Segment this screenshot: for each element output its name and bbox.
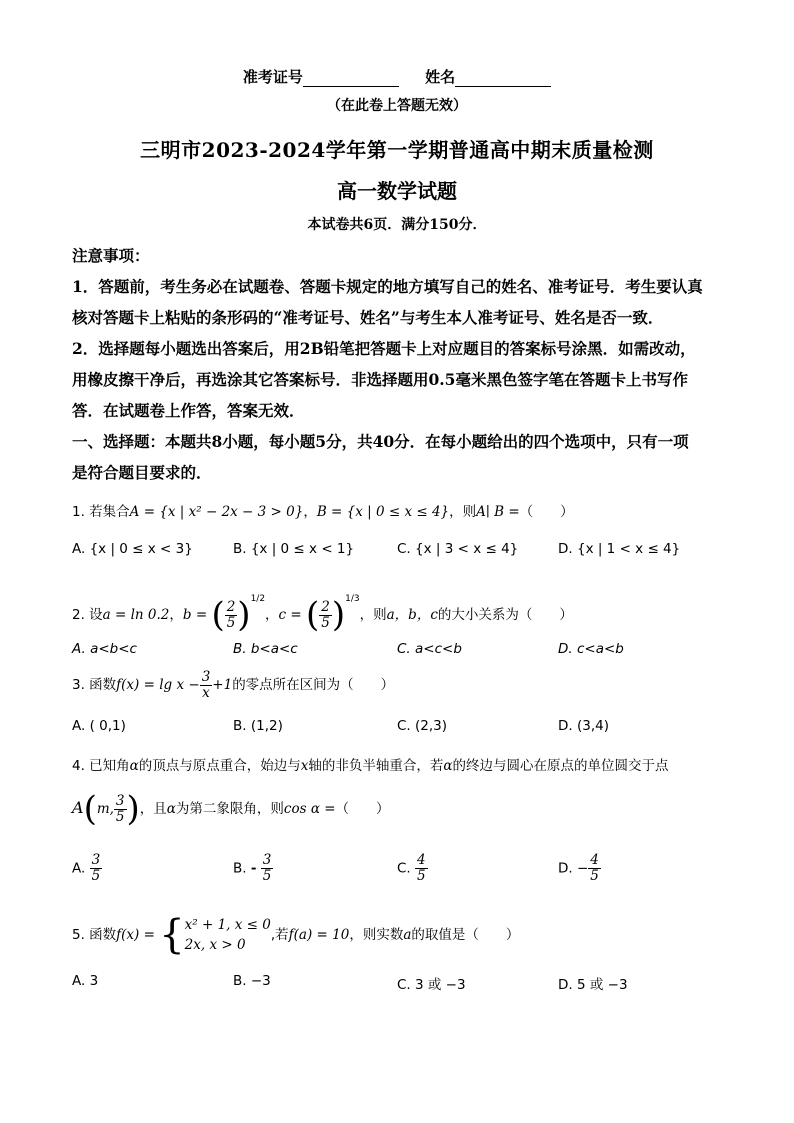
candidate-info-line: [0, 66, 794, 87]
q5-a: a: [403, 927, 412, 943]
q5-option-c[interactable]: C. 3 或 −3: [397, 977, 466, 993]
q4-paren: （ ）: [335, 801, 390, 817]
q4-cos: cos α =: [283, 801, 336, 817]
q1-set-b: B = {x | 0 ≤ x ≤ 4}: [316, 504, 450, 520]
q5-option-d[interactable]: D. 5 或 −3: [558, 977, 628, 993]
q4-text-f: 为第二象限角，则: [175, 801, 284, 817]
instruction-2-line-2: 用橡皮擦干净后，再选涂其它答案标号．非选择题用0.5毫米黑色签字笔在答题卡上书写作: [72, 370, 688, 389]
q5-case-2: 2x, x > 0: [184, 937, 246, 953]
name-label: 姓名: [425, 68, 456, 86]
q2-c-lhs: c =: [278, 607, 302, 623]
section-1-line-2: 是符合题目要求的．: [72, 463, 212, 482]
q5-cond: f(a) = 10: [288, 927, 350, 943]
q2-b-lhs: b =: [182, 607, 208, 623]
q2-c-exp: 1/3: [345, 594, 360, 604]
q4-point-m: m,: [96, 801, 114, 817]
name-blank[interactable]: [455, 70, 551, 87]
q4-text-d: 的终边与圆心在原点的单位圆交于点: [452, 758, 669, 774]
q5-piecewise: { x² + 1, x ≤ 0 2x, x > 0: [159, 912, 271, 958]
q5-stem-b: ,若: [270, 927, 289, 943]
q4-option-c[interactable]: C. $\frac{4}{5}$: [397, 852, 426, 884]
q4-point-frac: $\frac{3}{5}$: [115, 792, 125, 825]
q3-f-rhs: +1: [212, 677, 233, 693]
q3-f-lhs: f(x) = lg x −: [116, 677, 200, 693]
q2-b-frac: $\frac{2}{5}$: [226, 598, 236, 631]
q4-alpha-3: α: [166, 801, 176, 817]
exam-number-blank[interactable]: [303, 70, 399, 87]
q4-option-d[interactable]: D. − $\frac{4}{5}$: [558, 852, 599, 884]
q5-f-lhs: f(x) =: [116, 927, 155, 943]
instruction-2-line-3: 答．在试题卷上作答，答案无效．: [72, 401, 305, 420]
q4-alpha-2: α: [443, 758, 453, 774]
q4-option-b[interactable]: B. - $\frac{3}{5}$: [233, 852, 272, 884]
q4-option-a[interactable]: A. $\frac{3}{5}$: [72, 852, 101, 884]
instruction-1-line-2: 核对答题卡上粘贴的条形码的“准考证号、姓名”与考生本人准考证号、姓名是否一致．: [72, 308, 664, 327]
q4-x: x: [300, 758, 309, 774]
q4-point-a: A: [72, 798, 84, 817]
q4-text-a: 4. 已知角: [72, 758, 130, 774]
exam-title: 三明市2023-2024学年第一学期普通高中期末质量检测: [140, 138, 654, 162]
q4-text-c: 轴的非负半轴重合，若: [308, 758, 444, 774]
q2-option-d[interactable]: D. c<a<b: [558, 641, 624, 657]
q4-text-b: 的顶点与原点重合，始边与: [138, 758, 301, 774]
instruction-1-line-1: 1．答题前，考生务必在试题卷、答题卡规定的地方填写自己的姓名、准考证号．考生要认真: [72, 277, 703, 296]
question-1: [72, 500, 732, 520]
question-5: [72, 912, 732, 958]
question-4-line-2: A(m, $\frac{3}{5}$ )，且α为第二象限角，则cos α =（ ）: [72, 789, 390, 829]
q2-stem-c: 的大小关系为（ ）: [437, 607, 573, 623]
q1-option-d[interactable]: D. {x | 1 < x ≤ 4}: [558, 541, 681, 557]
q5-option-b[interactable]: B. −3: [233, 973, 271, 989]
q2-comma-1: ，: [169, 607, 183, 623]
q2-vars: a，b，c: [386, 607, 438, 623]
q1-stem: 1. 若集合: [72, 504, 130, 520]
q1-option-a[interactable]: A. {x | 0 ≤ x < 3}: [72, 541, 193, 557]
q4-alpha-1: α: [129, 758, 139, 774]
question-2: 2. 设a = ln 0.2，b = ( $\frac{2}{5}$ )$^{1/2}$，c = ( $\frac{2}{5}$ )$^{1/3}$，则a，b，c的大小关系为（ ）: [72, 594, 573, 635]
q2-stem: 2. 设: [72, 607, 103, 623]
q2-option-b[interactable]: B. b<a<c: [233, 641, 298, 657]
q3-option-c[interactable]: C. (2,3): [397, 718, 448, 734]
q2-a-def: a = ln 0.2: [102, 607, 170, 623]
q1-option-b[interactable]: B. {x | 0 ≤ x < 1}: [233, 541, 355, 557]
q3-frac: $\frac{3}{x}$: [201, 668, 211, 701]
q2-option-c[interactable]: C. a<c<b: [397, 641, 462, 657]
q2-stem-b: ，则: [359, 607, 387, 623]
q1-paren: （ ）: [519, 504, 574, 520]
q2-comma-2: ，: [265, 607, 279, 623]
q3-stem: 3. 函数: [72, 677, 117, 693]
q3-option-b[interactable]: B. (1,2): [233, 718, 283, 734]
q5-stem: 5. 函数: [72, 927, 117, 943]
q4-text-e: ，且: [139, 801, 167, 817]
question-3: [72, 665, 732, 705]
exam-number-label: 准考证号: [242, 68, 303, 86]
q5-option-a[interactable]: A. 3: [72, 973, 99, 989]
question-4-line-1: [72, 754, 732, 774]
q1-option-c[interactable]: C. {x | 3 < x ≤ 4}: [397, 541, 519, 557]
invalid-notice: （在此卷上答题无效）: [327, 98, 467, 114]
instructions: [72, 240, 726, 488]
q2-c-frac: $\frac{2}{5}$: [321, 598, 330, 631]
q5-stem-d: 的取值是（ ）: [411, 927, 520, 943]
instruction-2-line-1: 2．选择题每小题选出答案后，用2B铅笔把答题卡上对应题目的答案标号涂黑．如需改动，: [72, 339, 696, 358]
q1-set-a: A = {x | x² − 2x − 3 > 0}: [129, 504, 304, 520]
q3-option-a[interactable]: A. ( 0,1): [72, 718, 126, 734]
q2-b-exp: 1/2: [250, 594, 266, 604]
q3-option-d[interactable]: D. (3,4): [558, 718, 609, 734]
section-1-line-1: 一、选择题：本题共8小题，每小题5分，共40分．在每小题给出的四个选项中，只有一项: [72, 432, 689, 451]
q5-case-1: x² + 1, x ≤ 0: [184, 917, 271, 933]
q1-expr: A∣ B =: [476, 504, 520, 520]
q2-option-a[interactable]: A. a<b<c: [72, 641, 137, 657]
exam-meta: 本试卷共6页．满分150分．: [307, 217, 487, 233]
q3-stem-b: 的零点所在区间为（ ）: [232, 677, 395, 693]
q5-stem-c: ，则实数: [349, 927, 404, 943]
exam-subtitle: 高一数学试题: [337, 179, 457, 203]
q1-sep: ，: [303, 504, 317, 520]
instructions-heading: 注意事项：: [72, 246, 150, 265]
q1-stem-b: ，则: [449, 504, 477, 520]
